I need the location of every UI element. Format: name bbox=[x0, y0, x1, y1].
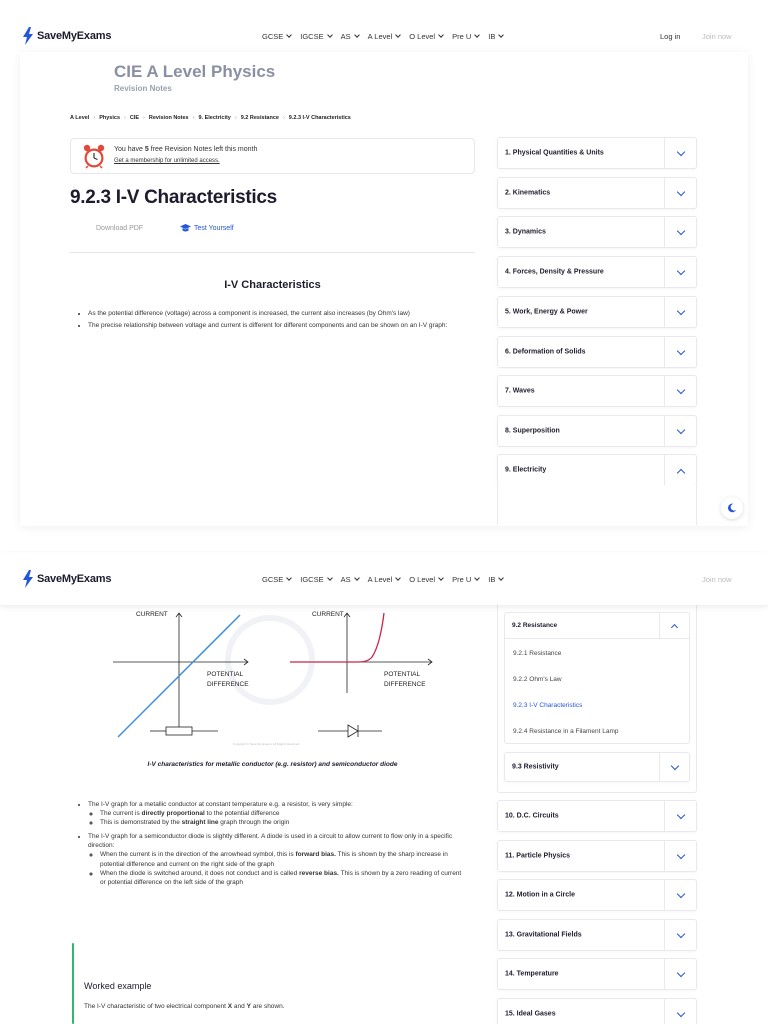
topic-accordion[interactable] bbox=[497, 296, 697, 328]
breadcrumb-item[interactable]: Physics bbox=[99, 115, 121, 121]
chevron-down-icon bbox=[395, 32, 401, 38]
bold-text: directly proportional bbox=[141, 810, 205, 818]
subtopic-label: 9.2 Resistance bbox=[512, 622, 558, 629]
chevron-down-icon[interactable] bbox=[659, 753, 689, 781]
subtopic-header[interactable] bbox=[505, 613, 689, 639]
lightning-bolt-icon bbox=[22, 27, 34, 45]
breadcrumb-item[interactable]: Revision Notes bbox=[148, 115, 189, 121]
download-pdf-button[interactable]: Download PDF bbox=[96, 225, 144, 232]
dark-mode-toggle[interactable] bbox=[721, 497, 743, 519]
main-nav bbox=[262, 32, 503, 41]
chevron-down-icon[interactable] bbox=[664, 801, 696, 831]
worked-example-text bbox=[84, 1003, 285, 1010]
bold-text: reverse bias. bbox=[299, 869, 339, 877]
topic-accordion[interactable] bbox=[497, 998, 697, 1024]
list-item: • As the potential difference (voltage) across a component is increased, the current also increases (by Ohm's law) bbox=[88, 309, 468, 318]
diode-symbol bbox=[348, 725, 358, 737]
chevron-down-icon bbox=[286, 32, 292, 38]
free-notes-count: 5 bbox=[144, 146, 149, 153]
topic-label: 4. Forces, Density & Pressure bbox=[505, 268, 604, 276]
chevron-down-icon bbox=[474, 32, 480, 38]
chevron-down-icon[interactable] bbox=[664, 841, 696, 871]
topic-label: 8. Superposition bbox=[505, 427, 560, 435]
bold-text: straight line bbox=[181, 819, 219, 827]
x-axis-label: DIFFERENCE bbox=[384, 681, 426, 688]
text: are shown. bbox=[250, 1003, 285, 1010]
y-axis-label: CURRENT bbox=[136, 611, 168, 618]
nav-pre-u[interactable] bbox=[452, 32, 479, 41]
topic-accordion[interactable] bbox=[497, 840, 697, 872]
topic-label: 13. Gravitational Fields bbox=[505, 931, 582, 939]
topic-accordion[interactable] bbox=[497, 375, 697, 407]
intro-bullet-list bbox=[88, 309, 468, 334]
logo-text: SaveMyExams bbox=[37, 573, 112, 585]
site-logo[interactable] bbox=[22, 27, 111, 45]
chevron-down-icon bbox=[499, 32, 505, 38]
sub-list-item bbox=[100, 809, 468, 818]
text: This is demonstrated by the bbox=[100, 819, 182, 827]
breadcrumb-item[interactable]: A Level bbox=[70, 115, 90, 121]
subtopic-link[interactable]: 9.2.1 Resistance bbox=[513, 650, 562, 657]
chevron-down-icon bbox=[395, 575, 401, 581]
explanation-list bbox=[88, 800, 468, 892]
topic-accordion[interactable] bbox=[497, 958, 697, 990]
nav-label: A Level bbox=[367, 31, 393, 41]
x-axis-label: DIFFERENCE bbox=[207, 681, 249, 688]
breadcrumb-separator: › bbox=[124, 115, 126, 121]
topic-label: 5. Work, Energy & Power bbox=[505, 308, 588, 316]
test-yourself-label: Test Yourself bbox=[194, 224, 234, 232]
topic-accordion-open[interactable] bbox=[497, 454, 697, 486]
topic-label: 3. Dynamics bbox=[505, 228, 546, 236]
topic-accordion[interactable] bbox=[497, 336, 697, 368]
chevron-up-icon[interactable] bbox=[659, 613, 689, 639]
subtopic-accordion[interactable] bbox=[504, 752, 690, 782]
worked-example-accent bbox=[72, 943, 74, 1024]
topic-label: 10. D.C. Circuits bbox=[505, 812, 559, 820]
nav-gcse[interactable] bbox=[262, 575, 291, 584]
list-item-text: The I-V graph for a metallic conductor at constant temperature e.g. a resistor, is very simple: bbox=[88, 801, 353, 808]
chevron-down-icon bbox=[286, 575, 292, 581]
list-item: • The precise relationship between voltage and current is different for different components and can be shown on an I-V graph: bbox=[88, 321, 468, 330]
chevron-down-icon[interactable] bbox=[664, 138, 696, 168]
text: The current is bbox=[100, 810, 142, 818]
main-nav bbox=[262, 575, 503, 584]
subtopic-link-active[interactable]: 9.2.3 I-V Characteristics bbox=[513, 702, 583, 709]
nav-ib[interactable] bbox=[488, 575, 503, 584]
nav-label: A Level bbox=[367, 574, 393, 584]
chevron-down-icon[interactable] bbox=[664, 416, 696, 446]
x-axis-label: POTENTIAL bbox=[207, 671, 244, 678]
chevron-down-icon bbox=[327, 32, 333, 38]
resistor-symbol bbox=[166, 727, 192, 735]
topic-accordion[interactable] bbox=[497, 177, 697, 209]
topic-label: 14. Temperature bbox=[505, 970, 559, 978]
nav-ib[interactable] bbox=[488, 32, 503, 41]
text: and bbox=[232, 1003, 247, 1010]
divider bbox=[70, 252, 475, 253]
chevron-down-icon[interactable] bbox=[664, 337, 696, 367]
nav-pre-u[interactable] bbox=[452, 575, 479, 584]
notice-text-part: free Revision Notes left this month bbox=[148, 146, 258, 153]
list-item bbox=[88, 800, 468, 827]
lightning-bolt-icon bbox=[22, 570, 34, 588]
alarm-clock-icon bbox=[81, 143, 107, 169]
topic-accordion[interactable] bbox=[497, 256, 697, 288]
breadcrumb-item[interactable]: 9.2 Resistance bbox=[240, 115, 279, 121]
test-yourself-button[interactable] bbox=[180, 224, 234, 232]
subtopic-accordion-open bbox=[504, 612, 690, 744]
topic-label: 6. Deformation of Solids bbox=[505, 348, 586, 356]
chevron-down-icon[interactable] bbox=[664, 920, 696, 950]
breadcrumb-separator: › bbox=[234, 115, 237, 121]
chevron-down-icon bbox=[438, 32, 444, 38]
nav-igcse[interactable] bbox=[300, 575, 331, 584]
list-item bbox=[88, 832, 468, 887]
chevron-down-icon[interactable] bbox=[664, 257, 696, 287]
nav-label: O Level bbox=[409, 574, 436, 584]
x-axis-label: POTENTIAL bbox=[384, 671, 421, 678]
topic-accordion[interactable] bbox=[497, 879, 697, 911]
chevron-down-icon[interactable] bbox=[664, 999, 696, 1024]
subtopic-link[interactable]: 9.2.4 Resistance in a Filament Lamp bbox=[513, 728, 619, 735]
page-title: 9.2.3 I-V Characteristics bbox=[70, 187, 277, 208]
nav-as[interactable] bbox=[341, 575, 359, 584]
text: graph through the origin bbox=[218, 819, 290, 827]
membership-link[interactable]: Get a membership for unlimited access. bbox=[114, 158, 220, 164]
watermark-icon bbox=[228, 618, 312, 702]
join-now-link[interactable]: Join now bbox=[702, 574, 732, 584]
text: The I-V characteristic of two electrical component bbox=[84, 1003, 228, 1010]
chevron-down-icon bbox=[354, 32, 360, 38]
chevron-down-icon[interactable] bbox=[664, 880, 696, 910]
worked-example-title: Worked example bbox=[84, 981, 152, 991]
logo-text: SaveMyExams bbox=[37, 30, 112, 42]
topic-label: 12. Motion in a Circle bbox=[505, 891, 576, 899]
nav-label: Pre U bbox=[452, 31, 472, 41]
copyright-text: Copyright © Save My Exams. All Rights Reserved bbox=[233, 742, 300, 746]
graduation-cap-icon bbox=[180, 224, 191, 232]
site-logo[interactable] bbox=[22, 570, 111, 588]
topic-accordion[interactable] bbox=[497, 216, 697, 248]
nav-label: GCSE bbox=[262, 574, 284, 584]
text: When the diode is switched around, it does not conduct and is called bbox=[100, 869, 300, 877]
chevron-down-icon bbox=[354, 575, 360, 581]
breadcrumb-item[interactable]: CIE bbox=[129, 115, 140, 121]
subtopic-label: 9.3 Resistivity bbox=[512, 763, 559, 771]
topic-label: 9. Electricity bbox=[505, 466, 547, 474]
chevron-down-icon bbox=[327, 575, 333, 581]
list-item-text: The I-V graph for a semiconductor diode is slightly different. A diode is used in a circuit to allow current to flow only in a specific direction: bbox=[88, 833, 453, 850]
nav-label: AS bbox=[340, 31, 351, 41]
nav-o-level[interactable] bbox=[409, 575, 443, 584]
subtopic-link[interactable]: 9.2.2 Ohm's Law bbox=[513, 676, 562, 683]
sub-list-item bbox=[100, 869, 468, 887]
bold-text: forward bias. bbox=[295, 851, 336, 859]
nav-label: Pre U bbox=[452, 574, 472, 584]
course-title: CIE A Level Physics bbox=[114, 62, 276, 81]
sub-list-item bbox=[100, 818, 468, 827]
nav-gcse[interactable] bbox=[262, 32, 291, 41]
accordion-panel bbox=[497, 485, 697, 525]
topic-label: 2. Kinematics bbox=[505, 189, 551, 197]
topic-label: 15. Ideal Gases bbox=[505, 1010, 556, 1018]
chevron-up-icon[interactable] bbox=[664, 455, 696, 485]
nav-label: IGCSE bbox=[300, 31, 324, 41]
join-now-link[interactable]: Join now bbox=[702, 31, 732, 41]
nav-label: AS bbox=[340, 574, 351, 584]
text: to the potential difference bbox=[204, 810, 280, 818]
breadcrumb-separator: › bbox=[192, 115, 195, 121]
chevron-down-icon[interactable] bbox=[664, 297, 696, 327]
breadcrumb-separator: › bbox=[143, 115, 145, 121]
bold-text: Y bbox=[246, 1003, 251, 1010]
text: This is shown by the sharp increase in potential difference and current on the right side of the graph bbox=[100, 851, 448, 868]
login-link[interactable]: Log in bbox=[660, 31, 681, 41]
nav-as[interactable] bbox=[341, 32, 359, 41]
nav-igcse[interactable] bbox=[300, 32, 331, 41]
sub-list bbox=[88, 850, 468, 886]
breadcrumb-item[interactable]: 9. Electricity bbox=[198, 115, 231, 121]
iv-graphs-figure bbox=[100, 605, 440, 750]
topic-label: 1. Physical Quantities & Units bbox=[505, 149, 604, 157]
notice-text-part: You have bbox=[114, 146, 145, 153]
breadcrumb bbox=[70, 115, 351, 121]
topic-accordion[interactable] bbox=[497, 137, 697, 169]
sub-list bbox=[88, 809, 468, 827]
bold-text: X bbox=[227, 1003, 233, 1010]
free-notes-notice bbox=[70, 138, 475, 174]
nav-a-level[interactable] bbox=[368, 575, 401, 584]
chevron-down-icon[interactable] bbox=[664, 178, 696, 208]
section-heading: I-V Characteristics bbox=[224, 279, 321, 291]
chevron-down-icon[interactable] bbox=[664, 959, 696, 989]
nav-label: IGCSE bbox=[300, 574, 324, 584]
topic-label: 7. Waves bbox=[505, 387, 535, 395]
chevron-down-icon bbox=[438, 575, 444, 581]
breadcrumb-current: 9.2.3 I-V Characteristics bbox=[288, 115, 351, 121]
chevron-down-icon bbox=[474, 575, 480, 581]
nav-label: IB bbox=[488, 574, 496, 584]
nav-a-level[interactable] bbox=[368, 32, 401, 41]
sticky-header bbox=[0, 553, 768, 605]
nav-o-level[interactable] bbox=[409, 32, 443, 41]
course-subtitle: Revision Notes bbox=[114, 84, 172, 93]
text: When the current is in the direction of the arrowhead symbol, this is bbox=[100, 851, 296, 859]
y-axis-label: CURRENT bbox=[312, 611, 344, 618]
breadcrumb-separator: › bbox=[282, 115, 285, 121]
figure-caption: I-V characteristics for metallic conductor (e.g. resistor) and semiconductor diode bbox=[147, 761, 398, 768]
text: This is shown by a zero reading of current or potential difference on the left side of the graph bbox=[100, 869, 462, 886]
chevron-down-icon[interactable] bbox=[664, 217, 696, 247]
nav-label: IB bbox=[488, 31, 496, 41]
nav-label: O Level bbox=[409, 31, 436, 41]
moon-icon bbox=[727, 503, 737, 513]
chevron-down-icon[interactable] bbox=[664, 376, 696, 406]
topic-accordion[interactable] bbox=[497, 919, 697, 951]
sub-list-item bbox=[100, 850, 468, 868]
nav-label: GCSE bbox=[262, 31, 284, 41]
topic-accordion[interactable] bbox=[497, 415, 697, 447]
chevron-down-icon bbox=[499, 575, 505, 581]
breadcrumb-separator: › bbox=[93, 115, 96, 121]
topic-label: 11. Particle Physics bbox=[505, 852, 570, 860]
notice-text bbox=[114, 146, 257, 153]
topic-accordion[interactable] bbox=[497, 800, 697, 832]
